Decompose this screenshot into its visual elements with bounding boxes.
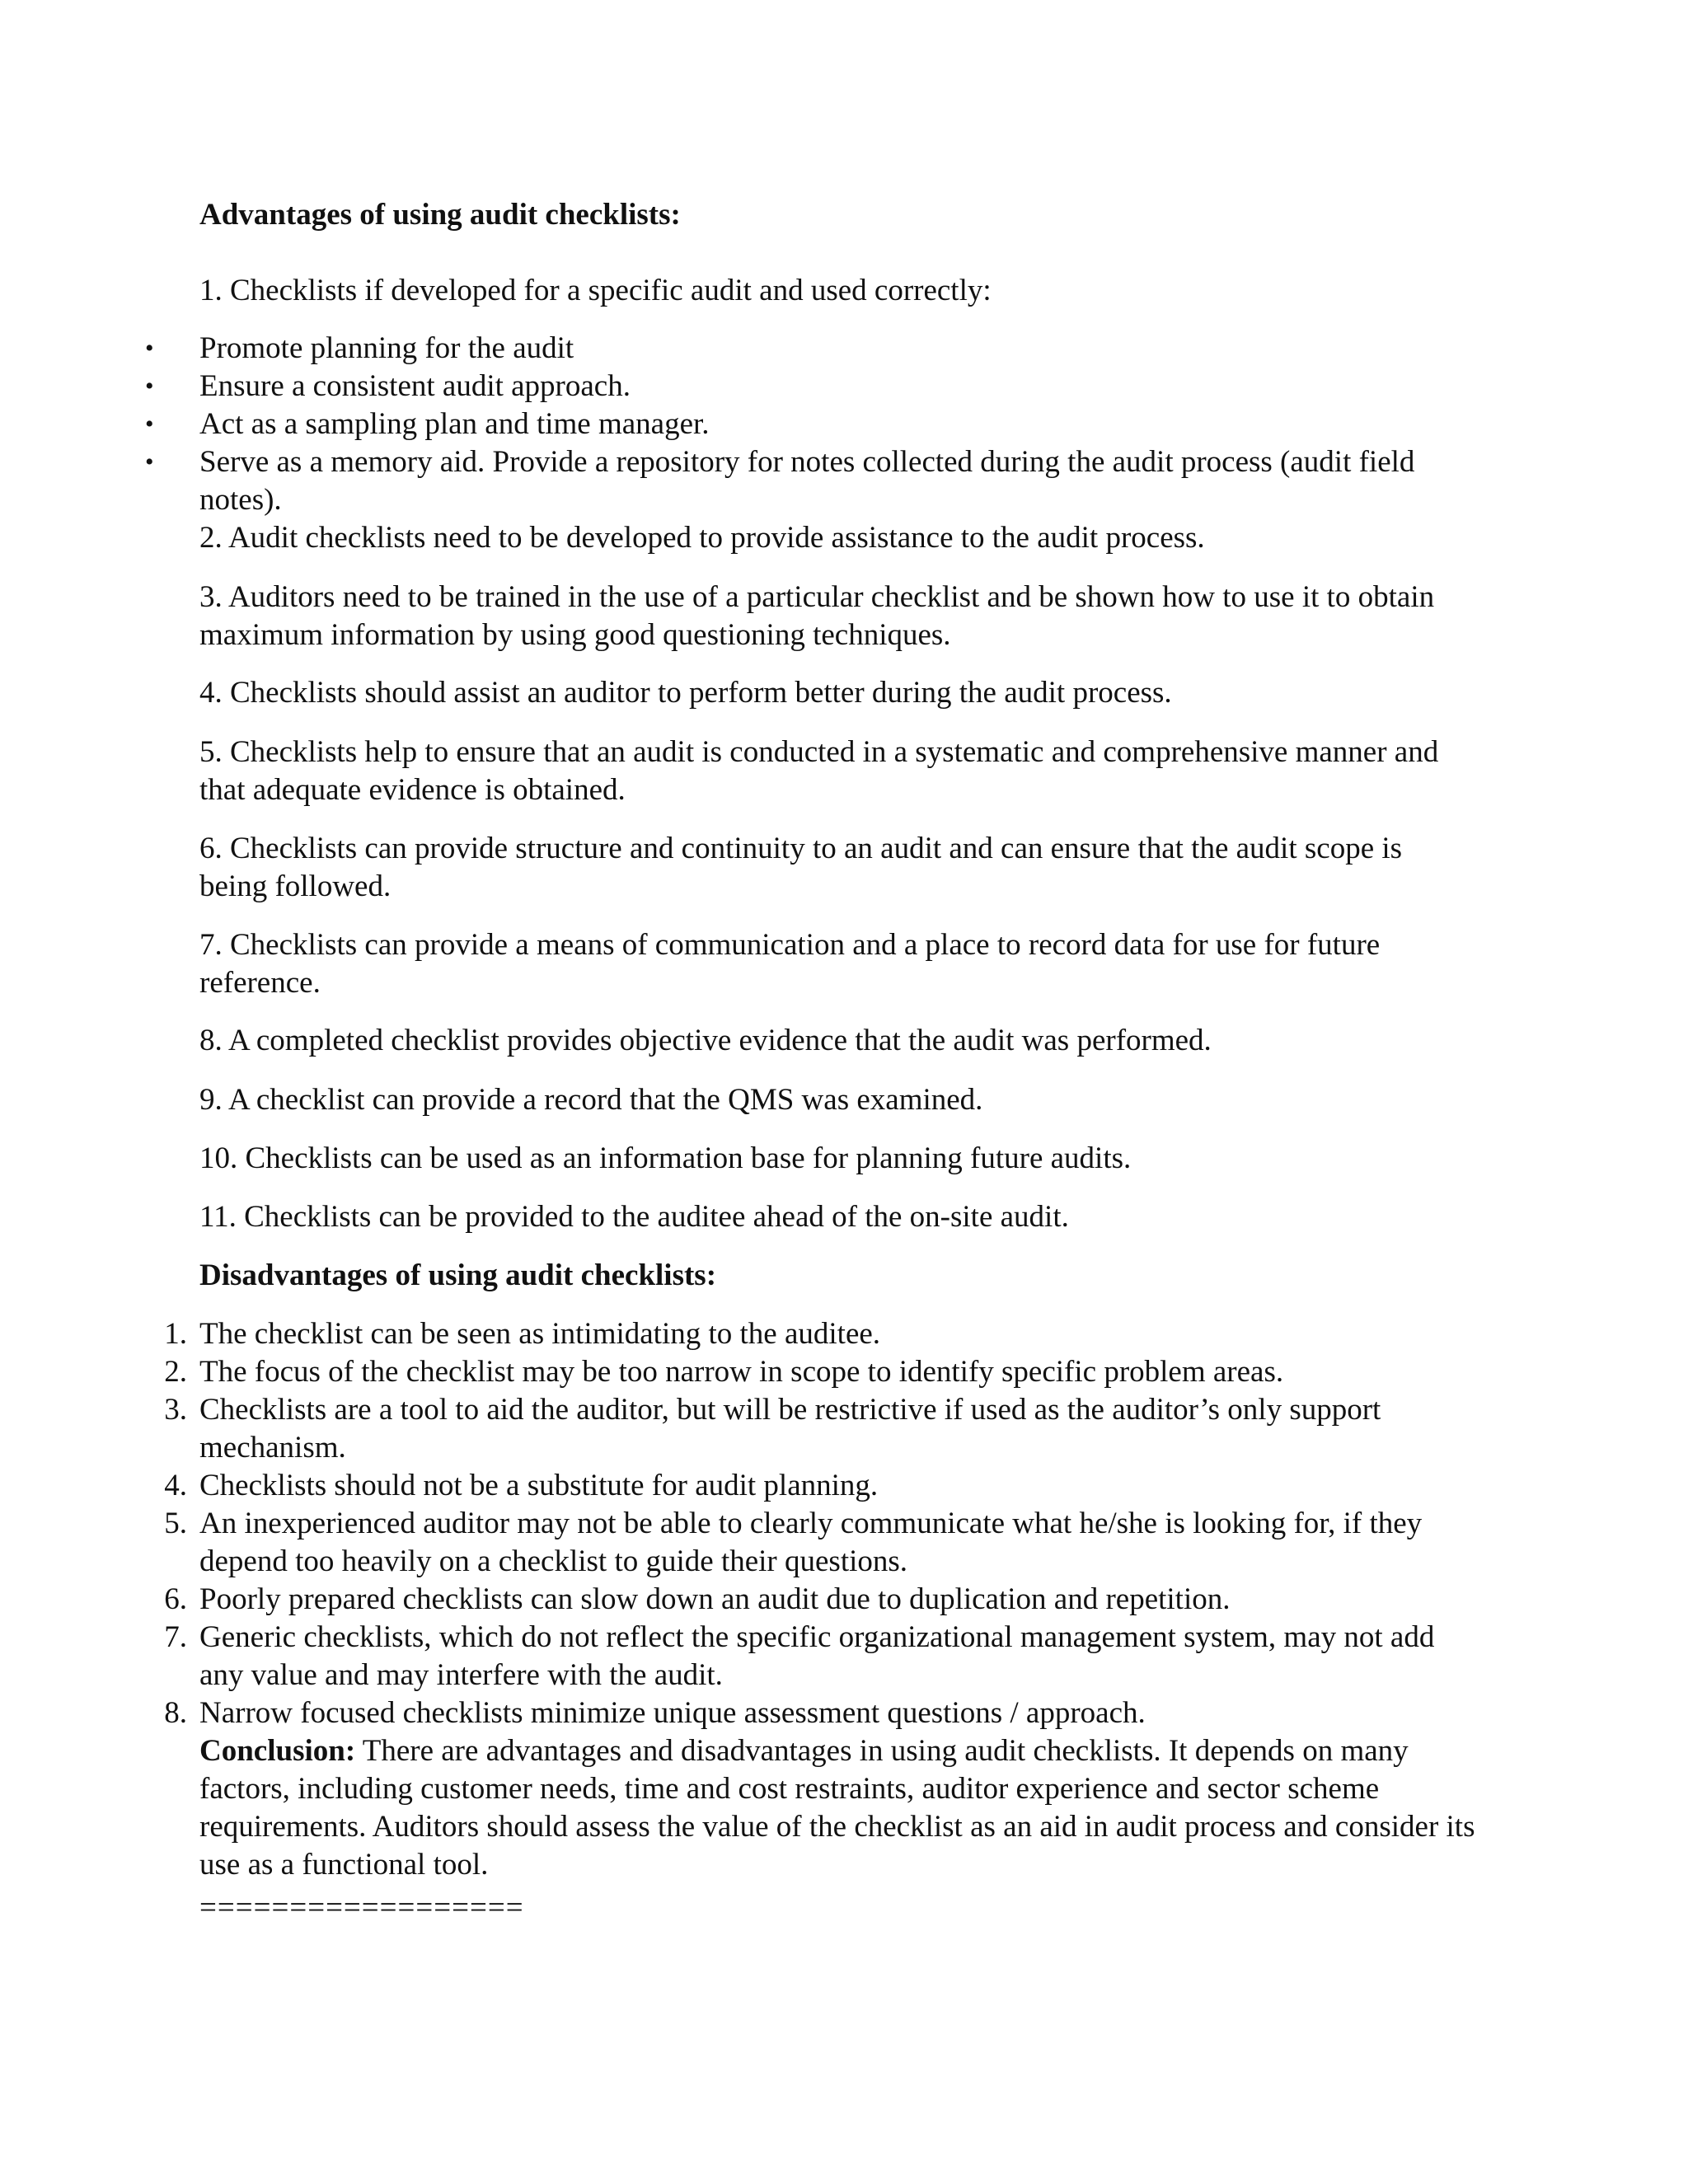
advantages-item: 7. Checklists can provide a means of communication and a place to record data for use for future reference.: [199, 928, 1381, 1000]
disadvantages-list-item: [164, 1315, 1477, 1353]
bullet-icon: •: [145, 410, 154, 438]
list-number: 3.: [164, 1393, 187, 1427]
list-number: 7.: [164, 1620, 187, 1654]
advantages-bullet-item: [145, 405, 1477, 443]
list-text: An inexperienced auditor may not be able to clearly communicate what he/she is looking for, if they depend too heavily on a checklist to guide their questions.: [199, 1507, 1423, 1578]
list-number: 2.: [164, 1355, 187, 1389]
list-number: 6.: [164, 1582, 187, 1616]
list-number: 1.: [164, 1317, 187, 1351]
disadvantages-heading: Disadvantages of using audit checklists:: [199, 1258, 717, 1292]
disadvantages-list-item: [164, 1581, 1477, 1619]
separator-line: ==================: [199, 1891, 524, 1924]
list-text: Poorly prepared checklists can slow down an audit due to duplication and repetition.: [199, 1582, 1231, 1616]
list-text: Checklists are a tool to aid the auditor, but will be restrictive if used as the auditor’s only support mechanism.: [199, 1393, 1381, 1465]
advantages-item: 8. A completed checklist provides objective evidence that the audit was performed.: [199, 1024, 1212, 1057]
list-text: Checklists should not be a substitute for audit planning.: [199, 1469, 879, 1502]
bullet-text: Serve as a memory aid. Provide a repository for notes collected during the audit process (audit field notes).: [199, 445, 1415, 517]
bullet-text: Act as a sampling plan and time manager.: [199, 407, 710, 441]
list-text: Generic checklists, which do not reflect the specific organizational management system, may not add any value and may interfere with the audit.: [199, 1620, 1435, 1692]
list-number: 5.: [164, 1507, 187, 1540]
conclusion-paragraph: [199, 1732, 1477, 1884]
conclusion-text: There are advantages and disadvantages in using audit checklists. It depends on many factors, including customer needs, time and cost restraints, auditor experience and sector scheme requirements. Auditors should assess the value of the checklist as an aid in audit process and consider its use as a functional tool.: [199, 1734, 1475, 1882]
bullet-text: Ensure a consistent audit approach.: [199, 369, 631, 403]
list-text: Narrow focused checklists minimize unique assessment questions / approach.: [199, 1696, 1146, 1730]
disadvantages-list-item: [164, 1505, 1477, 1581]
advantages-bullet-item: [145, 330, 1477, 368]
list-text: The focus of the checklist may be too narrow in scope to identify specific problem areas.: [199, 1355, 1284, 1389]
disadvantages-list-item: [164, 1353, 1477, 1391]
disadvantages-list-item: [164, 1619, 1477, 1694]
advantages-item: 6. Checklists can provide structure and continuity to an audit and can ensure that the audit scope is being followed.: [199, 832, 1403, 903]
bullet-icon: •: [145, 373, 154, 400]
advantages-bullet-item: [145, 443, 1477, 519]
bullet-icon: •: [145, 448, 154, 476]
list-number: 8.: [164, 1696, 187, 1730]
conclusion-label: Conclusion:: [199, 1734, 356, 1768]
list-text: The checklist can be seen as intimidating to the auditee.: [199, 1317, 881, 1351]
advantages-item: 11. Checklists can be provided to the auditee ahead of the on-site audit.: [199, 1200, 1069, 1234]
disadvantages-list-item: [164, 1391, 1477, 1467]
advantages-item-1-intro: 1. Checklists if developed for a specific audit and used correctly:: [199, 274, 992, 307]
advantages-item: 5. Checklists help to ensure that an audit is conducted in a systematic and comprehensive manner and that adequate evidence is obtained.: [199, 735, 1439, 807]
advantages-item: 9. A checklist can provide a record that the QMS was examined.: [199, 1083, 983, 1117]
advantages-item: 4. Checklists should assist an auditor to perform better during the audit process.: [199, 676, 1172, 710]
advantages-item: 2. Audit checklists need to be developed to provide assistance to the audit process.: [199, 521, 1205, 555]
disadvantages-list-item: [164, 1467, 1477, 1505]
list-number: 4.: [164, 1469, 187, 1502]
advantages-heading: Advantages of using audit checklists:: [199, 198, 681, 232]
bullet-text: Promote planning for the audit: [199, 331, 574, 365]
bullet-icon: •: [145, 335, 154, 362]
advantages-item: 10. Checklists can be used as an information base for planning future audits.: [199, 1141, 1132, 1175]
disadvantages-list-item: [164, 1694, 1477, 1732]
advantages-bullet-item: [145, 368, 1477, 405]
advantages-item: 3. Auditors need to be trained in the use of a particular checklist and be shown how to use it to obtain maximum information by using good questioning techniques.: [199, 580, 1435, 652]
